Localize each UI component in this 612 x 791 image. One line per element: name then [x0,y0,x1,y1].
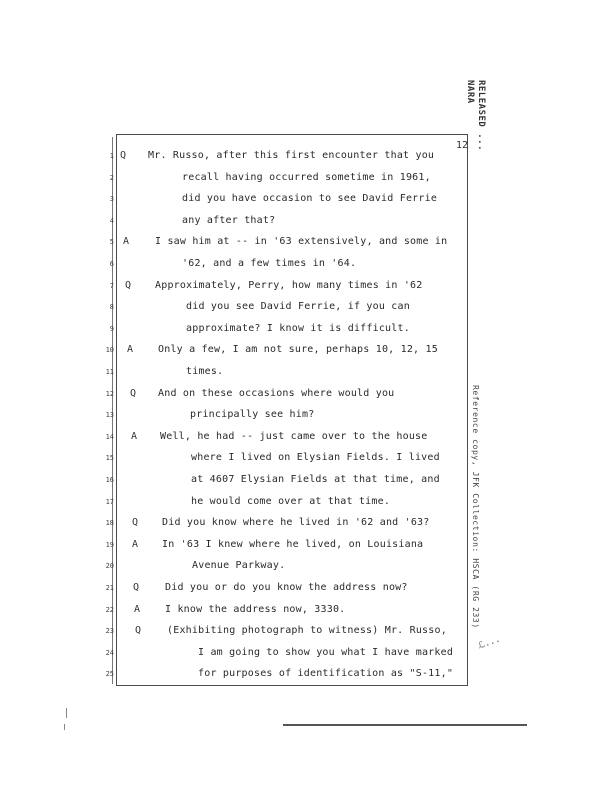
line-number: 1 [109,152,114,160]
transcript-line-text: times. [186,366,224,377]
line-number: 6 [109,260,114,268]
line-number: 16 [105,476,114,484]
speaker-label: Q [130,387,137,399]
stamp-line-2: NARA [465,80,475,104]
margin-mark [64,724,65,730]
speaker-label: Q [132,517,139,529]
line-number: 22 [105,605,114,614]
transcript-line-text: I am going to show you what I have marked [198,646,454,658]
line-number: 4 [109,216,114,225]
line-number: 18 [105,519,114,528]
transcript-line-text: he would come over at that time. [191,495,391,507]
line-number: 17 [105,497,114,506]
line-number: 12 [105,389,114,398]
speaker-label: A [131,430,138,442]
speaker-label: A [134,603,141,615]
line-number: 7 [109,281,114,290]
line-number: 9 [109,324,114,333]
line-number: 11 [105,368,114,376]
line-number: 5 [109,238,114,247]
transcript-line-text: I saw him at -- in '63 extensively, and some in [155,236,448,248]
reference-copy-note: Reference copy, JFK Collection: HSCA (RG 233) [471,385,480,629]
line-number: 13 [105,411,114,420]
transcript-line-text: In '63 I knew where he lived, on Louisiana [162,538,424,550]
transcript-line-text: where I lived on Elysian Fields. I lived [191,452,440,464]
transcript-line-text: '62, and a few times in '64. [182,258,357,269]
stamp-line-1: RELEASED ... [476,80,486,152]
speaker-label: A [132,538,139,550]
line-number: 20 [105,562,114,571]
transcript-line-text: Only a few, I am not sure, perhaps 10, 12, 15 [158,344,438,356]
line-number: 8 [109,303,114,312]
transcript-line-text: (Exhibiting photograph to witness) Mr. Russo, [167,625,447,637]
line-number: 23 [105,627,114,636]
line-number: 19 [105,540,114,549]
transcript-line-text: recall having occurred sometime in 1961, [182,171,431,183]
speaker-label: Q [135,625,142,637]
speaker-label: A [127,344,134,356]
speaker-label: Q [125,279,132,291]
transcript-line-text: any after that? [182,214,276,226]
transcript-line-text: Mr. Russo, after this first encounter that you [148,150,435,161]
bottom-rule [283,724,527,726]
line-number: 21 [105,584,114,592]
transcript-line-text: approximate? I know it is difficult. [186,322,410,334]
line-number: 3 [109,195,114,204]
transcript-line-text: I know the address now, 3330. [165,603,346,615]
speaker-label: Q [120,150,127,161]
transcript-line-text: did you have occasion to see David Ferrie [182,193,438,205]
transcript-line-text: principally see him? [190,409,315,421]
speaker-label: A [123,236,130,248]
line-number: 14 [105,432,114,441]
transcript-line-text: Well, he had -- just came over to the house [160,430,428,442]
transcript-line-text: Did you know where he lived in '62 and '63? [162,517,430,529]
line-number: 10 [105,346,114,355]
page-number: 12 [456,140,469,151]
line-number: 2 [109,173,114,182]
line-number: 25 [105,670,114,679]
speaker-label: Q [133,582,140,593]
transcript-line-text: Approximately, Perry, how many times in '62 [155,279,423,291]
transcript-line-text: Did you or do you know the address now? [165,582,408,593]
transcript-line-text: did you see David Ferrie, if you can [186,301,410,313]
transcript-line-text: And on these occasions where would you [158,387,395,399]
transcript-line-text: Avenue Parkway. [192,560,286,572]
transcript-line-text: for purposes of identification as "S-11," [198,668,454,680]
transcript-line-text: at 4607 Elysian Fields at that time, and [191,474,440,485]
handwritten-mark: ℒ... [476,634,502,652]
line-number: 15 [105,454,114,463]
margin-mark [66,708,67,718]
line-number: 24 [105,648,114,657]
